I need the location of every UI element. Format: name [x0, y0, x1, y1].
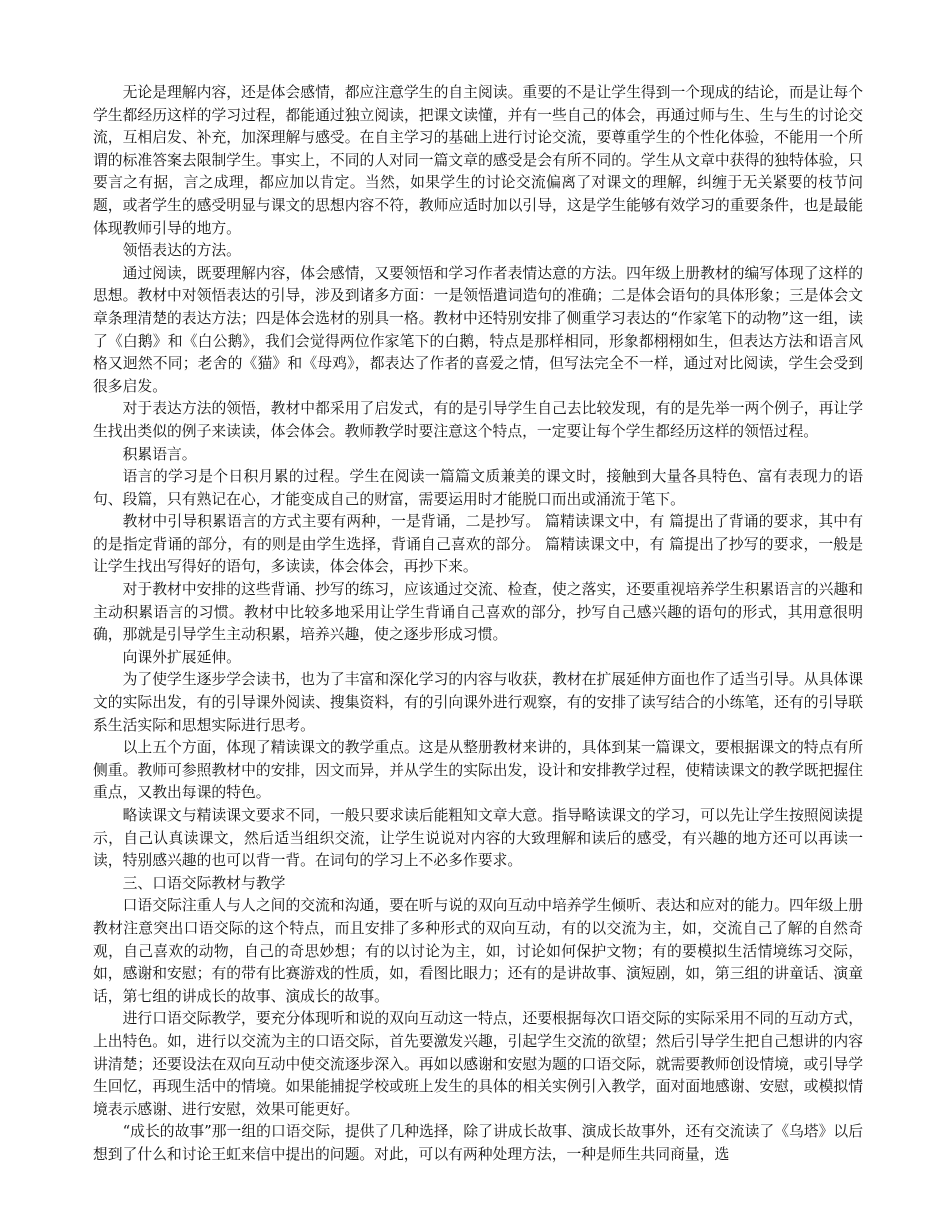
paragraph-skim-reading: 略读课文与精读课文要求不同，一般只要求读后能粗知文章大意。指导略读课文的学习，可以先让学生按照阅读提示，自己认真读课文，然后适当组织交流，让学生说说对内容的大致理解和读后的感受，有兴趣的地方还可以再读一读，特别感兴趣的也可以背一背。在词句的学习上不必多作要求。	[93, 807, 863, 870]
paragraph-growth-stories: “成长的故事”那一组的口语交际，提供了几种选择，除了讲成长故事、演成长故事外，还有交流读了《乌塔》以后想到了什么和讨论王虹来信中提出的问题。对此，可以有两种处理方法，一种是师生共同商量，选	[93, 1123, 863, 1163]
paragraph-expression-methods: 通过阅读，既要理解内容，体会感情，又要领悟和学习作者表情达意的方法。四年级上册教材的编写体现了这样的思想。教材中对领悟表达的引导，涉及到诸多方面：一是领悟遣词造句的准确；二是体会语句的具体形象；三是体会文章条理清楚的表达方法；四是体会选材的别具一格。教材中还特别安排了侧重学习表达的“作家笔下的动物”这一组，读了《白鹅》和《白公鹅》，我们会觉得两位作家笔下的白鹅，特点是那样相同，形象都栩栩如生，但表达方法和语言风格又迥然不同；老舍的《猫》和《母鸡》，都表达了作者的喜爱之情，但写法完全不一样，通过对比阅读，学生会受到很多启发。	[93, 264, 863, 395]
paragraph-accumulation-habits: 对于教材中安排的这些背诵、抄写的练习，应该通过交流、检查，使之落实，还要重视培养学生积累语言的兴趣和主动积累语言的习惯。教材中比较多地采用让学生背诵自己喜欢的部分，抄写自己感兴趣的语句的形式，其用意很明确，那就是引导学生主动积累，培养兴趣，使之逐步形成习惯。	[93, 581, 863, 644]
paragraph-extension: 为了使学生逐步学会读书，也为了丰富和深化学习的内容与收获，教材在扩展延伸方面也作了适当引导。从具体课文的实际出发，有的引导课外阅读、搜集资料，有的引向课外进行观察，有的安排了读写结合的小练笔，还有的引导联系生活实际和思想实际进行思考。	[93, 671, 863, 734]
heading-language-accumulation: 积累语言。	[122, 445, 197, 463]
paragraph-heuristic-approach: 对于表达方法的领悟，教材中都采用了启发式，有的是引导学生自己去比较发现，有的是先举一两个例子，再让学生找出类似的例子来读读，体会体会。教师教学时要注意这个特点，一定要让每个学生都经历这样的领悟过程。	[93, 400, 863, 440]
heading-extension: 向课外扩展延伸。	[122, 648, 241, 666]
heading-expression-methods: 领悟表达的方法。	[122, 242, 241, 260]
paragraph-oral-communication: 口语交际注重人与人之间的交流和沟通，要在听与说的双向互动中培养学生倾听、表达和应对的能力。四年级上册教材注意突出口语交际的这个特点，而且安排了多种形式的双向互动，有的以交流为主，如，交流自己了解的自然奇观，自己喜欢的动物，自己的奇思妙想；有的以讨论为主，如，讨论如何保护文物；有的要模拟生活情境练习交际，如，感谢和安慰；有的带有比赛游戏的性质，如，看图比眼力；还有的是讲故事、演短剧，如，第三组的讲童话、演童话，第七组的讲成长的故事、演成长的故事。	[93, 897, 863, 1005]
paragraph-recitation-copying: 教材中引导积累语言的方式主要有两种，一是背诵，二是抄写。 篇精读课文中，有 篇提出了背诵的要求，其中有的是指定背诵的部分，有的则是由学生选择，背诵自己喜欢的部分。 篇精读课文中，有 篇提出了抄写的要求，一般是让学生找出写得好的语句，多读读，体会体会，再抄下来。	[93, 513, 863, 576]
paragraph-autonomous-reading: 无论是理解内容，还是体会感情，都应注意学生的自主阅读。重要的不是让学生得到一个现成的结论，而是让每个学生都经历这样的学习过程，都能通过独立阅读，把课文读懂，并有一些自己的体会，再通过师与生、生与生的讨论交流，互相启发、补充，加深理解与感受。在自主学习的基础上进行讨论交流，要尊重学生的个性化体验，不能用一个所谓的标准答案去限制学生。事实上，不同的人对同一篇文章的感受是会有所不同的。学生从文章中获得的独特体验，只要言之有据，言之成理，都应加以肯定。当然，如果学生的讨论交流偏离了对课文的理解，纠缠于无关紧要的枝节问题，或者学生的感受明显与课文的思想内容不符，教师应适时加以引导，这是学生能够有效学习的重要条件，也是最能体现教师引导的地方。	[93, 84, 863, 237]
paragraph-oral-teaching: 进行口语交际教学，要充分体现听和说的双向互动这一特点，还要根据每次口语交际的实际采用不同的互动方式，上出特色。如，进行以交流为主的口语交际，首先要激发兴趣，引起学生交流的欲望；然后引导学生把自己想讲的内容讲清楚；还要设法在双向互动中使交流逐步深入。再如以感谢和安慰为题的口语交际，就需要教师创设情境，或引导学生回忆，再现生活中的情境。如果能捕捉学校或班上发生的具体的相关实例引入教学，面对面地感谢、安慰，或模拟情境表示感谢、进行安慰，效果可能更好。	[93, 1010, 863, 1118]
document-body	[93, 82, 863, 1167]
paragraph-five-aspects: 以上五个方面，体现了精读课文的教学重点。这是从整册教材来讲的，具体到某一篇课文，要根据课文的特点有所侧重。教师可参照教材中的安排，因文而异，并从学生的实际出发，设计和安排教学过程，使精读课文的教学既把握住重点，又教出每课的特色。	[93, 739, 863, 802]
paragraph-language-learning: 语言的学习是个日积月累的过程。学生在阅读一篇篇文质兼美的课文时，接触到大量各具特色、富有表现力的语句、段篇，只有熟记在心，才能变成自己的财富，需要运用时才能脱口而出或涌流于笔下。	[93, 468, 863, 508]
heading-oral-communication: 三、口语交际教材与教学	[122, 874, 286, 892]
